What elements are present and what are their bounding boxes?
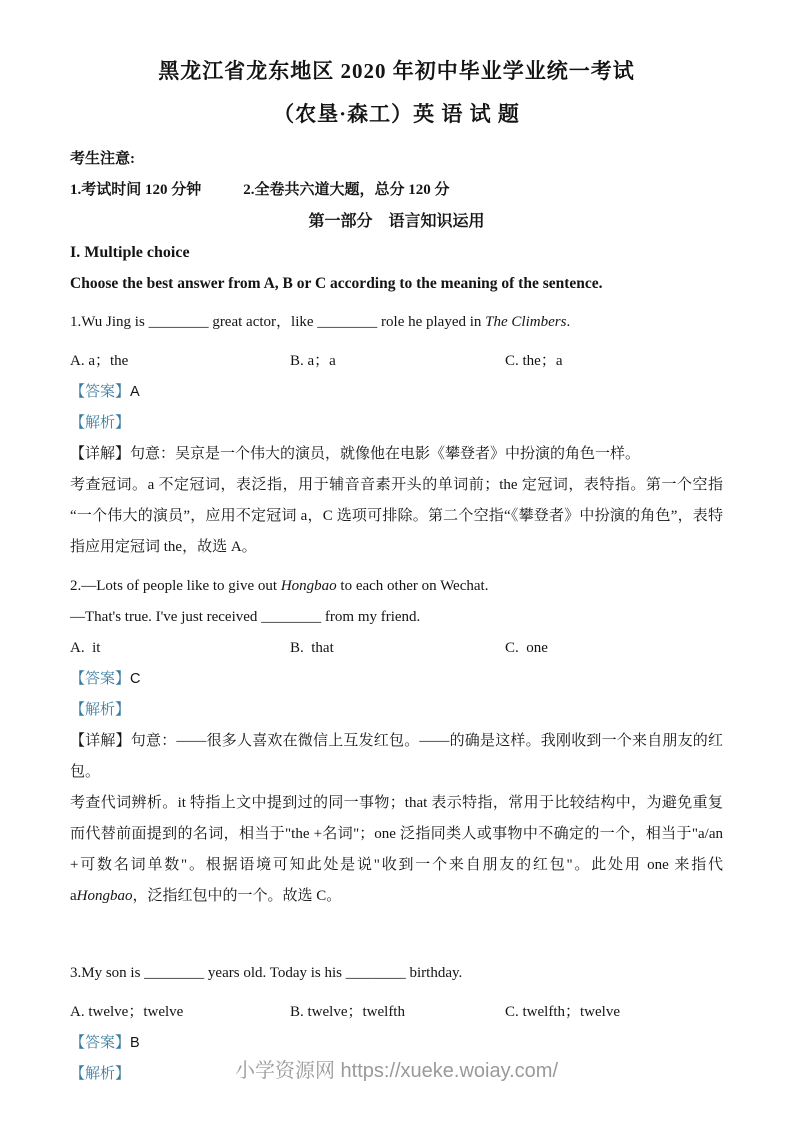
notice-heading: 考生注意: [70, 151, 135, 167]
question-2-analysis-row [70, 695, 723, 726]
question-2-options-row [70, 633, 723, 664]
answer-label: 【答案】 [70, 384, 131, 400]
analysis-label: 【解析】 [70, 1066, 131, 1082]
question-1-analysis-row [70, 408, 723, 439]
question-2-answer-row [70, 664, 723, 695]
question-3-option-b: B. twelve；twelfth [290, 1004, 405, 1020]
answer-label: 【答案】 [70, 1035, 131, 1051]
question-1-stem: 1.Wu Jing is ________ great actor，like ________ role he played in The Climbers. [70, 314, 571, 330]
question-3-options-row [70, 997, 723, 1028]
explanation-paragraph: 【详解】句意：吴京是一个伟大的演员，就像他在电影《攀登者》中扮演的角色一样。 [70, 446, 641, 462]
question-1 [70, 307, 723, 563]
exam-title-line1: 黑龙江省龙东地区 2020 年初中毕业学业统一考试 [158, 59, 635, 83]
answer-label: 【答案】 [70, 671, 131, 687]
question-1-answer-row [70, 377, 723, 408]
notice-item-total-score: 2.全卷共六道大题，总分 120 分 [243, 182, 450, 198]
exam-title-line2: （农垦·森工）英 语 试 题 [273, 102, 520, 126]
explanation-paragraph: 【详解】句意：——很多人喜欢在微信上互发红包。——的确是这样。我刚收到一个来自朋友的红包。 [70, 733, 723, 780]
question-1-answer-value: A [130, 384, 140, 400]
question-2-stem: 2.—Lots of people like to give out Hongbao to each other on Wechat. [70, 578, 489, 594]
question-2-option-c: C. one [505, 640, 548, 656]
question-3-option-c: C. twelfth；twelve [505, 1004, 620, 1020]
part-heading: 第一部分 语言知识运用 [308, 213, 485, 230]
question-2-stem-line2: —That's true. I've just received ________ from my friend. [70, 609, 421, 625]
question-1-explanation [70, 439, 723, 563]
question-2-option-a: A. it [70, 640, 101, 656]
question-2-option-b: B. that [290, 640, 334, 656]
footer-watermark: 小学资源网 https://xueke.woiay.com/ [234, 1060, 559, 1082]
question-3-stem: 3.My son is ________ years old. Today is his ________ birthday. [70, 965, 463, 981]
analysis-label: 【解析】 [70, 415, 131, 431]
notice-row [70, 175, 723, 206]
question-2-explanation [70, 726, 723, 912]
section-instruction: Choose the best answer from A, B or C according to the meaning of the sentence. [70, 275, 603, 292]
analysis-label: 【解析】 [70, 702, 131, 718]
question-2 [70, 571, 723, 912]
question-1-option-b: B. a；a [290, 353, 336, 369]
explanation-paragraph: 考查冠词。a 不定冠词，表泛指，用于辅音音素开头的单词前；the 定冠词，表特指。第一个空指“一个伟大的演员”，应用不定冠词 a，C 选项可排除。第二个空指“《攀登者》中扮演的角色”，表特指应用定冠词 the，故选 A。 [70, 477, 723, 555]
question-3-option-a: A. twelve；twelve [70, 1004, 184, 1020]
question-1-option-a: A. a；the [70, 353, 129, 369]
section-heading: I. Multiple choice [70, 244, 190, 261]
question-1-option-c: C. the；a [505, 353, 563, 369]
question-2-answer-value: C [130, 671, 141, 687]
question-3-answer-row [70, 1028, 723, 1059]
question-1-options-row [70, 346, 723, 377]
notice-item-exam-time: 1.考试时间 120 分钟 [70, 182, 202, 198]
explanation-paragraph: 考查代词辨析。it 特指上文中提到过的同一事物；that 表示特指，常用于比较结构中，为避免重复而代替前面提到的名词，相当于"the +名词"；one 泛指同类人或事物中不确定的一个，相当于"a/an +可数名词单数"。根据语境可知此处是说"收到一个来自朋友的红包"。此处用 one 来指代 aHongbao，泛指红包中的一个。故选 C。 [70, 795, 723, 904]
question-3-answer-value: B [130, 1035, 140, 1051]
